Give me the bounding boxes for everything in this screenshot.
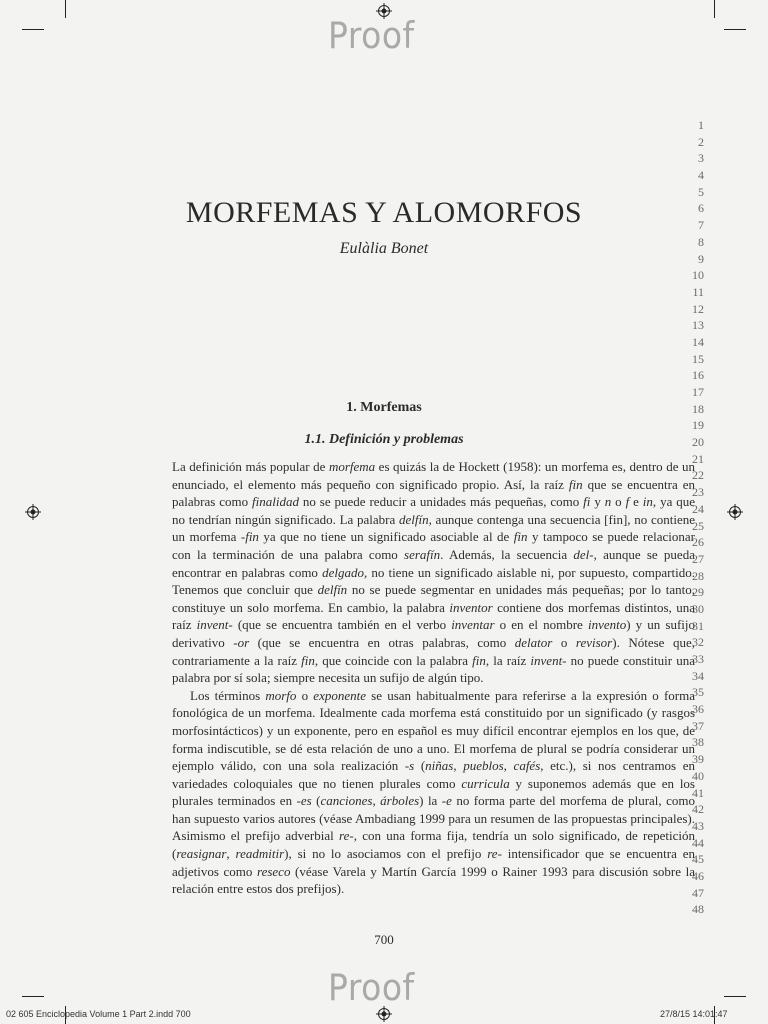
line-number: 17	[692, 385, 704, 399]
footer-file-info: 02 605 Enciclopedia Volume 1 Part 2.indd 700	[6, 1009, 191, 1019]
line-number: 22	[692, 468, 704, 483]
crop-mark	[714, 0, 715, 18]
line-number: 23	[692, 485, 704, 500]
line-number: 48	[692, 902, 704, 917]
line-number: 1	[698, 118, 704, 132]
page-number: 700	[374, 932, 394, 947]
line-number: 5	[698, 184, 704, 199]
line-number: 39	[692, 752, 704, 767]
author-name: Eulàlia Bonet	[339, 240, 429, 257]
line-number: 38	[692, 735, 704, 750]
line-number: 7	[698, 218, 704, 233]
line-number: 4	[698, 168, 704, 183]
line-number: 27	[692, 551, 704, 566]
line-number: 29	[692, 585, 704, 600]
line-number: 26	[692, 535, 704, 550]
line-number: 35	[692, 685, 704, 700]
line-number: 20	[692, 435, 704, 450]
line-number: 28	[692, 568, 704, 583]
line-number: 47	[692, 885, 704, 900]
line-number: 12	[692, 301, 704, 316]
line-number: 19	[692, 418, 704, 433]
line-number: 18	[692, 401, 704, 416]
line-number: 32	[692, 635, 704, 650]
body-text	[172, 458, 695, 898]
line-number: 6	[698, 201, 704, 216]
line-number: 33	[692, 652, 704, 666]
crop-mark	[22, 996, 44, 997]
line-number: 45	[692, 852, 704, 867]
line-number: 21	[692, 451, 704, 466]
registration-mark-icon	[727, 504, 743, 520]
line-number: 15	[692, 351, 704, 366]
paragraph: La definición más popular de morfema es quizás la de Hockett (1958): un morfema es, dentro de un enunciado, el elemento más pequeño con significado propio. Así, la raíz fin que se encuentra en palabras como finalidad no se puede reducir a unidades más pequeñas, como fi y n o f e in, ya que no tendrían ningún significado. La palabra delfín, aunque contenga una secuencia [fin], no contiene un morfema -fin ya que no tiene un significado asociable al de fin y tampoco se puede relacionar con la terminación de una palabra como serafín. Además, la secuencia del-, aunque se pueda encontrar en palabras como delgado, no tiene un significado aislable ni, por supuesto, compartido. Tenemos que concluir que delfín no se puede segmentar en unidades más pequeñas; por lo tanto, constituye un solo morfema. En cambio, la palabra inventor contiene dos morfemas distintos, una raíz invent- (que se encuentra también en el verbo inventar o en el nombre invento) y un sufijo derivativo -or (que se encuentra en otras palabras, como delator o revisor). Nótese que, contrariamente a la raíz fin, que coincide con la palabra fin, la raíz invent- no puede constituir una palabra por sí sola; siempre necesita un sufijo de algún tipo.	[172, 459, 696, 686]
line-number: 8	[698, 234, 704, 249]
line-number: 14	[692, 334, 704, 349]
paragraph: Los términos morfo o exponente se usan habitualmente para referirse a la expresión o forma fonológica de un morfema. Idealmente cada morfema está constituido por un significado (y rasgos morfosintácticos) y un exponente, pero en español es muy difícil encontrar ejemplos en los que, de forma indiscutible, se dé esta relación de uno a uno. El morfema de plural se podría considerar un ejemplo válido, con una sola realización -s (niñas, pueblos, cafés, etc.), si nos centramos en variedades coloquiales que no tienen plurales como curricula y suponemos además que en los plurales terminados en -es (canciones, árboles) la -e no forma parte del morfema de plural, como han supuesto varios autores (véase Ambadiang 1999 para un resumen de las propuestas principales). Asimismo el prefijo adverbial re-, con una forma fija, tendría un solo significado, de repetición (reasignar, readmitir), si no lo asociamos con el prefijo re- intensificador que se encuentra en adjetivos como reseco (véase Varela y Martín García 1999 o Rainer 1993 para discusión sobre la relación entre estos dos prefijos).	[172, 687, 696, 897]
line-number: 34	[692, 668, 704, 683]
registration-mark-icon	[25, 504, 41, 520]
line-number: 46	[692, 868, 704, 883]
line-number: 37	[692, 718, 704, 733]
line-number: 11	[692, 284, 704, 299]
section-heading: 1. Morfemas	[346, 400, 422, 415]
crop-mark	[22, 29, 44, 30]
line-number: 25	[692, 518, 704, 533]
subsection-heading: 1.1. Definición y problemas	[304, 432, 464, 447]
line-number: 44	[692, 835, 704, 850]
crop-mark	[724, 29, 746, 30]
line-number: 24	[692, 501, 704, 516]
line-number: 43	[692, 818, 704, 833]
line-number: 42	[692, 802, 704, 817]
line-number: 9	[698, 251, 704, 266]
line-number: 3	[698, 151, 704, 166]
chapter-title: MORFEMAS Y ALOMORFOS	[185, 196, 583, 229]
proof-label-top: Proof	[328, 14, 415, 57]
line-number: 40	[692, 768, 704, 783]
line-number: 36	[692, 702, 704, 717]
line-number: 2	[698, 134, 704, 149]
proof-label-bottom: Proof	[328, 966, 415, 1009]
line-number: 31	[692, 618, 704, 633]
line-number: 30	[692, 601, 704, 616]
line-number: 41	[692, 785, 704, 800]
crop-mark	[65, 0, 66, 18]
line-number: 16	[692, 368, 704, 383]
crop-mark	[724, 996, 746, 997]
footer-datetime: 27/8/15 14:01:47	[660, 1009, 728, 1019]
line-number: 13	[692, 318, 704, 333]
line-number: 10	[692, 268, 704, 283]
line-number-column	[680, 117, 704, 918]
